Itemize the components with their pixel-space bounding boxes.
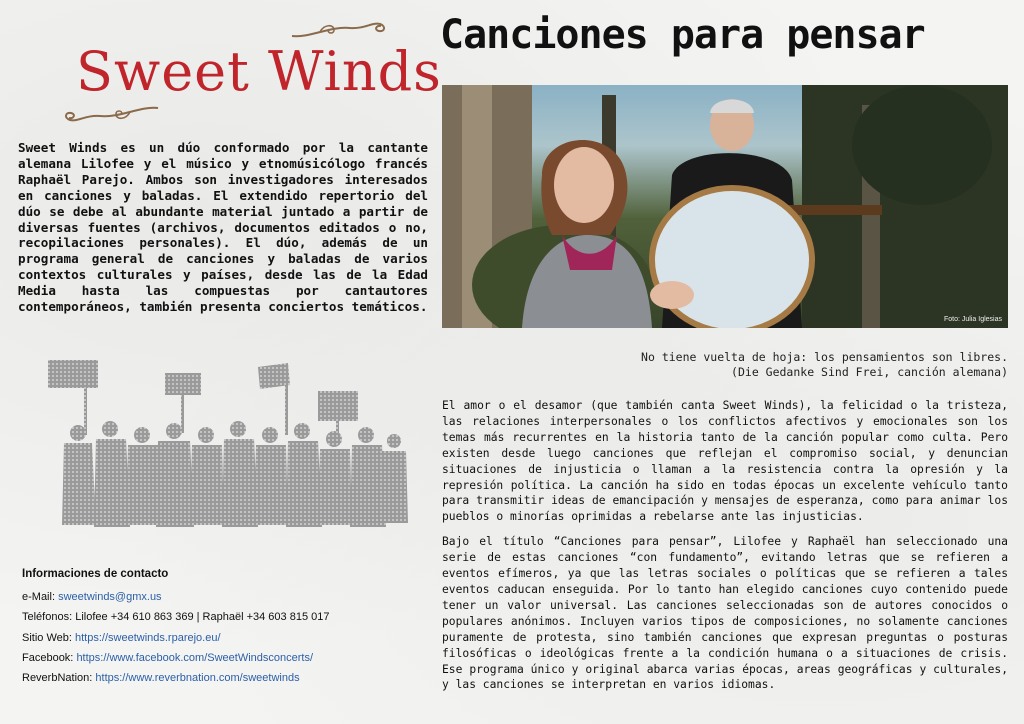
- photo-caption: [442, 350, 1008, 380]
- phones-value: Lilofee +34 610 863 369 | Raphaël +34 603 815 017: [75, 611, 330, 624]
- protest-crowd-icon: [40, 355, 410, 535]
- body-text: [442, 398, 1008, 702]
- duo-photo: [442, 85, 1008, 328]
- email-link[interactable]: sweetwinds@gmx.us: [58, 591, 162, 603]
- contact-web-row: [22, 632, 422, 644]
- facebook-link[interactable]: https://www.facebook.com/SweetWindsconcerts/: [76, 651, 314, 664]
- email-label: e-Mail:: [22, 591, 56, 603]
- caption-line-2: (Die Gedanke Sind Frei, canción alemana): [731, 365, 1008, 379]
- contact-facebook-row: [22, 652, 422, 664]
- phones-label: Teléfonos:: [22, 611, 73, 624]
- contact-reverb-row: [22, 672, 422, 684]
- photo-credit: Foto: Julia Iglesias: [944, 316, 1002, 323]
- sweet-winds-logo: [60, 18, 442, 128]
- intro-text: Sweet Winds es un dúo conformado por la cantante alemana Lilofee y el músico y etnomúsicólogo francés Raphaël Parejo. Ambos son investigadores interesados en canciones y baladas. El extendido repertorio del dúo se debe al abundante material juntado a partir de diversas fuentes (archivos, documentos editados o no, recopilaciones personales). El dúo, además de un programa general de canciones y baladas de varios contextos culturales y países, desde las de la Edad Media hasta las compuestas por cantautores contemporáneos, también presenta conciertos temáticos.: [18, 140, 428, 315]
- contact-section: [22, 568, 422, 692]
- page-title: Canciones para pensar: [440, 12, 925, 58]
- flourish-bottom-icon: [60, 100, 160, 126]
- caption-line-1: No tiene vuelta de hoja: los pensamientos son libres.: [641, 350, 1008, 364]
- reverb-link[interactable]: https://www.reverbnation.com/sweetwinds: [95, 672, 300, 685]
- facebook-label: Facebook:: [22, 651, 74, 664]
- body-paragraph-1: El amor o el desamor (que también canta Sweet Winds), la felicidad o la tristeza, las relaciones interpersonales o los conflictos afectivos y emocionales son los temas más recurrentes en la historia tanto de la canción popular como culta. Pero existen desde luego canciones que reflejan el compromiso social, y denuncian situaciones de injusticia o llaman a la resistencia contra la opresión y la represión política. La canción ha sido en todas épocas un excelente vehículo tanto para transmitir ideas de emancipación y mensajes de esperanza, como para animar los pueblos o minorías oprimidas a rebelarse ante las injusticias.: [442, 399, 1008, 524]
- contact-heading: Informaciones de contacto: [22, 568, 169, 580]
- protest-illustration: [40, 355, 410, 535]
- body-paragraph-2: Bajo el título “Canciones para pensar”, Lilofee y Raphaël han seleccionado una serie de estas canciones “con fundamento”, evitando letras que se refieren a eventos efímeros, ya que las letras sociales o políticas que se refieren a tales eventos caducan enseguida. Por lo tanto han elegido canciones cuyo contenido puede tener un valor universal. Las canciones seleccionadas son de autores conocidos o populares anónimos. Incluyen varios tipos de composiciones, no solamente canciones puramente de protesta, sino también canciones que expresan preguntas o posturas filosóficas o ideológicas frente a la condición humana o a situaciones de crisis. Ese programa único y original abarca varias épocas, areas geográficas y culturales, y las canciones se interpretan en varios idiomas.: [442, 535, 1008, 692]
- web-label: Sitio Web:: [22, 631, 72, 644]
- contact-phones-row: [22, 611, 422, 623]
- web-link[interactable]: https://sweetwinds.rparejo.eu/: [75, 631, 221, 644]
- reverb-label: ReverbNation:: [22, 672, 93, 685]
- contact-email-row: [22, 591, 422, 603]
- brand-name: Sweet Winds: [76, 40, 442, 103]
- duo-photo-illustration: [442, 85, 1008, 328]
